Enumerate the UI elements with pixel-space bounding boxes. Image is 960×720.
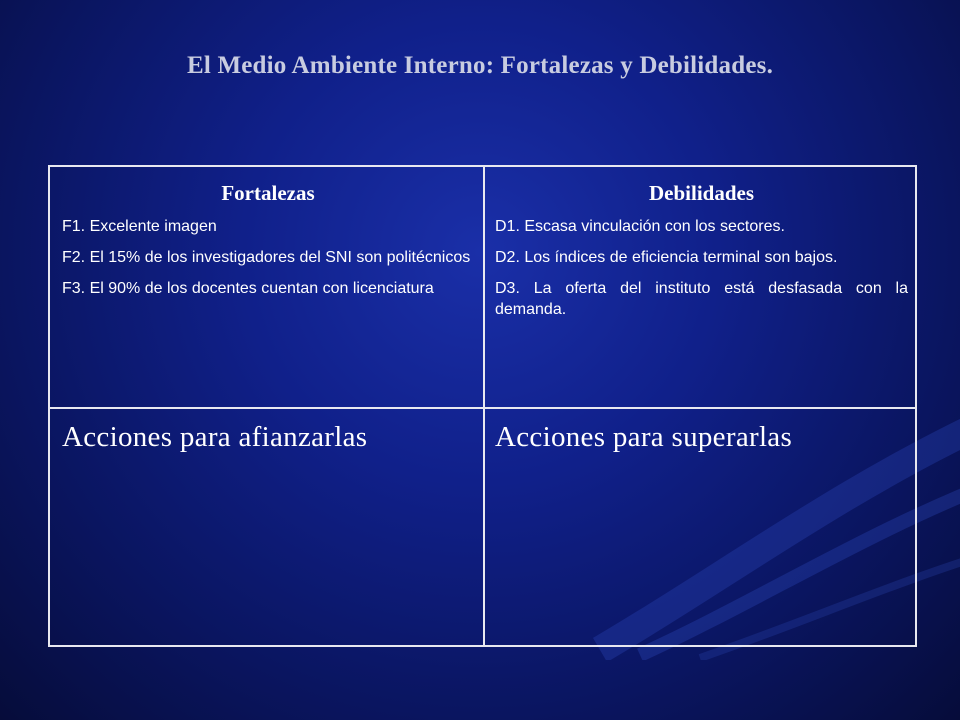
swot-table — [48, 165, 917, 647]
debilidad-item: D3. La oferta del instituto está desfasada con la demanda. — [495, 280, 908, 318]
acciones-superar-cell — [485, 409, 917, 645]
fortalezas-heading: Fortalezas — [221, 181, 315, 205]
acciones-afianzar-label: Acciones para afianzarlas — [62, 421, 368, 453]
acciones-superar-label: Acciones para superarlas — [495, 421, 793, 453]
fortaleza-item: F3. El 90% de los docentes cuentan con licenciatura — [62, 280, 434, 297]
debilidades-cell — [485, 167, 917, 409]
acciones-afianzar-cell — [50, 409, 485, 645]
debilidad-item: D1. Escasa vinculación con los sectores. — [495, 218, 785, 235]
debilidad-item: D2. Los índices de eficiencia terminal son bajos. — [495, 249, 838, 266]
slide-title: El Medio Ambiente Interno: Fortalezas y Debilidades. — [186, 52, 774, 79]
debilidades-heading: Debilidades — [648, 181, 755, 205]
fortalezas-cell — [50, 167, 485, 409]
fortaleza-item: F1. Excelente imagen — [62, 218, 217, 235]
fortaleza-item: F2. El 15% de los investigadores del SNI son politécnicos — [62, 249, 471, 266]
